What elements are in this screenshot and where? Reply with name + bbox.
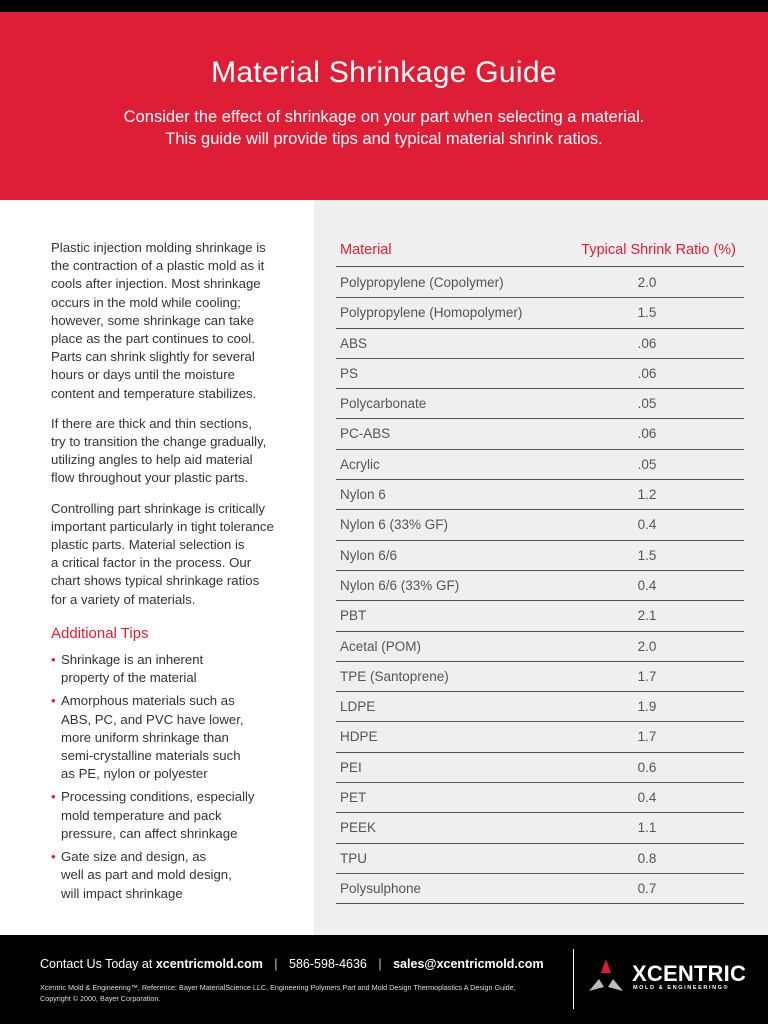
material-name: Polypropylene (Homopolymer) <box>340 305 523 321</box>
intro-paragraph-1 <box>51 239 303 403</box>
xcentric-logo <box>586 957 746 997</box>
shrink-ratio-value: 0.4 <box>637 790 657 806</box>
shrink-ratio-table <box>314 200 768 935</box>
material-name: TPU <box>340 850 367 866</box>
reference-line-1: Xcentric Mold & Engineering™, Reference: Bayer MaterialScience LLC, Engineering Polymers Part and Mold Design Thermoplastics A Design Guide, <box>40 983 516 992</box>
table-header <box>336 238 744 267</box>
text-line: the contraction of a plastic mold as it <box>51 258 265 274</box>
material-name: LDPE <box>340 699 376 715</box>
shrink-ratio-value: 1.7 <box>637 668 657 684</box>
shrink-ratio-value: 0.6 <box>637 759 657 775</box>
tip-text-line: ABS, PC, and PVC have lower, <box>61 711 244 727</box>
text-line: for a variety of materials. <box>51 591 196 607</box>
top-black-bar <box>0 0 768 12</box>
intro-paragraph-3 <box>51 500 303 609</box>
table-row <box>336 510 744 540</box>
tip-text-line: Processing conditions, especially <box>61 789 255 805</box>
shrink-ratio-value: 0.7 <box>637 880 657 896</box>
table-row <box>336 783 744 813</box>
table-row <box>336 844 744 874</box>
table-row <box>336 329 744 359</box>
page-subtitle <box>60 106 708 150</box>
text-line: Controlling part shrinkage is critically <box>51 500 266 516</box>
text-line: content and temperature stabilizes. <box>51 385 257 401</box>
phone-number[interactable]: 586-598-4636 <box>289 957 367 971</box>
tip-item <box>51 848 303 903</box>
table-row <box>336 632 744 662</box>
table-row <box>336 450 744 480</box>
shrink-ratio-value: .05 <box>637 396 657 412</box>
table-row <box>336 662 744 692</box>
column-header-shrink-ratio: Typical Shrink Ratio (%) <box>581 242 736 258</box>
table-row <box>336 722 744 752</box>
tip-text-line: semi-crystalline materials such <box>61 748 241 764</box>
material-name: Polypropylene (Copolymer) <box>340 275 504 290</box>
material-name: HDPE <box>340 729 378 745</box>
material-name: PS <box>340 365 359 381</box>
column-header-material: Material <box>340 242 392 258</box>
table-row <box>336 389 744 419</box>
text-line: a critical factor in the process. Our <box>51 555 252 571</box>
shrink-ratio-value: 1.5 <box>637 305 657 321</box>
table-row <box>336 692 744 722</box>
shrink-ratio-value: 1.9 <box>637 699 657 715</box>
text-line: try to transition the change gradually, <box>51 434 267 450</box>
header-banner <box>0 12 768 200</box>
material-name: Nylon 6 <box>340 487 386 503</box>
shrink-ratio-value: 0.8 <box>637 850 657 866</box>
text-line: utilizing angles to help aid material <box>51 452 253 468</box>
material-name: Polysulphone <box>340 880 422 896</box>
table-row <box>336 419 744 449</box>
shrink-ratio-value: 2.0 <box>637 638 657 654</box>
tip-text-line: will impact shrinkage <box>61 885 183 901</box>
tips-list <box>51 651 303 903</box>
logo-wordmark: XCENTRIC <box>632 961 747 986</box>
tip-text-line: Shrinkage is an inherent <box>61 652 204 668</box>
table-row <box>336 298 744 328</box>
material-name: Acetal (POM) <box>340 638 422 654</box>
bullet-icon: • <box>51 652 56 668</box>
tip-item <box>51 788 303 843</box>
material-name: Polycarbonate <box>340 396 427 412</box>
shrink-ratio-value: 2.1 <box>637 608 657 624</box>
text-line: plastic parts. Material selection is <box>51 537 245 553</box>
tip-text-line: well as part and mold design, <box>61 867 232 883</box>
reference-line-2: Copyright © 2000, Bayer Corporation. <box>40 994 161 1003</box>
tip-text-line: pressure, can affect shrinkage <box>61 825 238 841</box>
table-row <box>336 359 744 389</box>
table-row <box>336 601 744 631</box>
text-line: cools after injection. Most shrinkage <box>51 276 261 292</box>
text-line: If there are thick and thin sections, <box>51 415 252 431</box>
reference-text <box>40 982 560 1004</box>
table-row <box>336 753 744 783</box>
shrink-ratio-value: 2.0 <box>637 275 657 290</box>
shrink-ratio-value: .06 <box>637 426 657 442</box>
table-row <box>336 813 744 843</box>
subtitle-line-2: This guide will provide tips and typical material shrink ratios. <box>165 130 603 148</box>
text-line: flow throughout your plastic parts. <box>51 470 249 486</box>
footer-divider <box>573 949 574 1009</box>
material-name: PEEK <box>340 820 377 836</box>
shrink-ratio-value: 1.1 <box>637 820 657 836</box>
email-link[interactable]: sales@xcentricmold.com <box>393 957 544 971</box>
material-name: Nylon 6/6 (33% GF) <box>340 577 460 593</box>
shrink-ratio-value: 0.4 <box>637 577 657 593</box>
material-name: Acrylic <box>340 456 380 472</box>
text-line: chart shows typical shrinkage ratios <box>51 573 260 589</box>
text-line: hours or days until the moisture <box>51 367 235 383</box>
table-row <box>336 480 744 510</box>
shrink-ratio-value: 1.5 <box>637 547 657 563</box>
table-row <box>336 541 744 571</box>
tip-text-line: more uniform shrinkage than <box>61 729 229 745</box>
shrink-ratio-value: 0.4 <box>637 517 657 533</box>
tip-text-line: Gate size and design, as <box>61 849 207 865</box>
table-row <box>336 571 744 601</box>
tip-text-line: as PE, nylon or polyester <box>61 766 208 782</box>
tip-text-line: Amorphous materials such as <box>61 693 235 709</box>
logo-tagline: MOLD & ENGINEERING® <box>633 985 730 991</box>
shrink-ratio-value: .06 <box>637 335 657 351</box>
shrink-ratio-value: 1.7 <box>637 729 657 745</box>
separator: | <box>378 957 382 971</box>
subtitle-line-1: Consider the effect of shrinkage on your part when selecting a material. <box>123 108 645 126</box>
xcentric-tri-blade-icon <box>586 957 626 997</box>
table-body <box>336 268 744 904</box>
table-row <box>336 268 744 298</box>
website-link[interactable]: xcentricmold.com <box>155 957 263 971</box>
separator: | <box>274 957 278 971</box>
intro-paragraph-2 <box>51 415 303 488</box>
text-line: occurs in the mold while cooling; <box>51 294 241 310</box>
tip-item <box>51 651 303 687</box>
footer <box>0 935 768 1024</box>
material-name: PEI <box>340 759 362 775</box>
additional-tips-heading: Additional Tips <box>51 624 149 642</box>
bullet-icon: • <box>51 789 56 805</box>
text-line: place as the part continues to cool. <box>51 331 255 347</box>
shrink-ratio-value: .05 <box>637 456 657 472</box>
bullet-icon: • <box>51 849 56 865</box>
tip-item <box>51 692 303 783</box>
tip-text-line: property of the material <box>61 670 197 686</box>
material-name: TPE (Santoprene) <box>340 668 449 684</box>
material-name: Nylon 6 (33% GF) <box>340 517 449 533</box>
bullet-icon: • <box>51 693 56 709</box>
material-name: PET <box>340 790 367 806</box>
material-name: ABS <box>340 335 368 351</box>
contact-prefix: Contact Us Today at <box>40 957 153 971</box>
shrink-ratio-value: 1.2 <box>637 487 657 503</box>
text-line: Plastic injection molding shrinkage is <box>51 240 266 255</box>
page-title: Material Shrinkage Guide <box>211 56 557 89</box>
material-name: Nylon 6/6 <box>340 547 398 563</box>
shrink-ratio-value: .06 <box>637 365 657 381</box>
intro-column <box>51 239 303 908</box>
text-line: Parts can shrink slightly for several <box>51 349 255 365</box>
text-line: important particularly in tight tolerance <box>51 518 274 534</box>
material-name: PBT <box>340 608 367 624</box>
table-row <box>336 874 744 904</box>
contact-line <box>40 957 544 971</box>
text-line: however, some shrinkage can take <box>51 312 255 328</box>
tip-text-line: mold temperature and pack <box>61 807 222 823</box>
material-name: PC-ABS <box>340 426 391 442</box>
